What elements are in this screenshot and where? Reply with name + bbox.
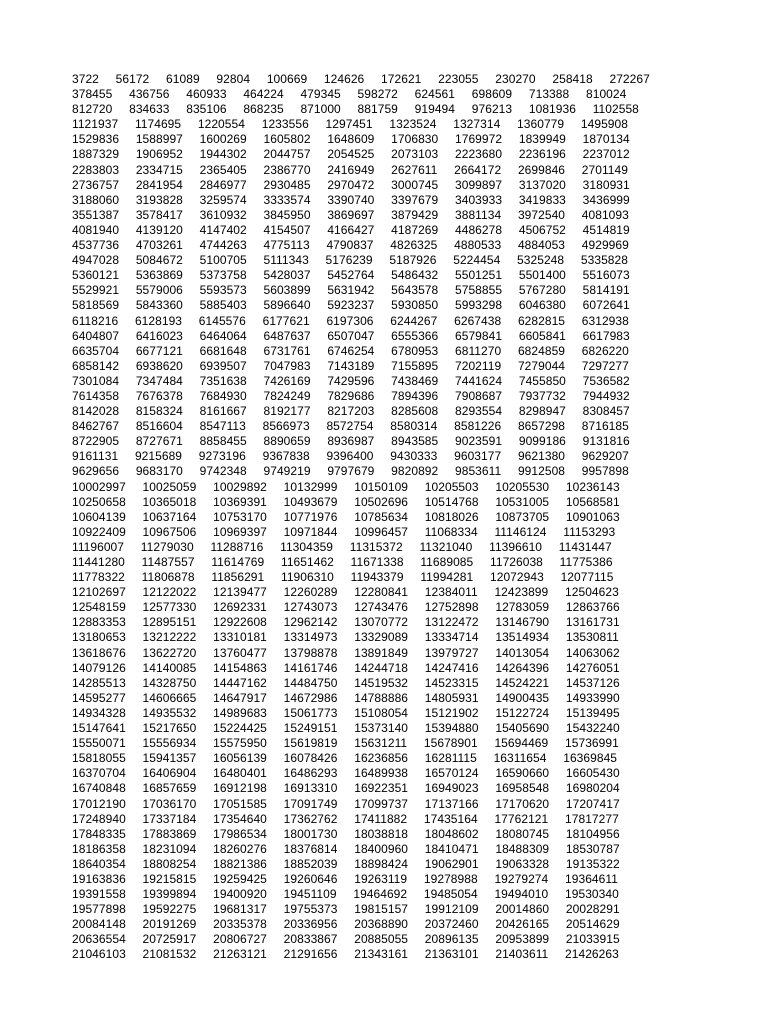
number-row: 16740848 16857659 16912198 16913310 16922351 16949023 16958548 16980204 [72,781,620,796]
number-row: 11441280 11487557 11614769 11651462 11671338 11689085 11726038 11775386 [72,555,613,569]
number-row: 812720 834633 835106 868235 871000 881759 919494 976213 1081936 1102558 [72,102,639,117]
number-row: 6635704 6677121 6681648 6731761 6746254 6780953 6811270 6824859 6826220 [72,343,629,358]
number-row: 3551387 3578417 3610932 3845950 3869697 3879429 3881134 3972540 4081093 [72,207,629,222]
number-row: 6858142 6938620 6939507 7047983 7143189 7155895 7202119 7279044 7297277 [72,358,629,373]
number-row: 1121937 1174695 1220554 1233556 1297451 1323524 1327314 1360779 1495908 [72,117,628,132]
number-row: 10604139 10637164 10753170 10771976 10785634 10818026 10873705 10901063 [72,509,620,524]
number-row: 14285513 14328750 14447162 14484750 14519532 14523315 14524221 14537126 [72,675,620,690]
number-row: 13180653 13212222 13310181 13314973 13329089 13334714 13514934 13530811 [72,630,619,645]
number-row: 12883353 12895151 12922608 12962142 13070772 13122472 13146790 13161731 [72,615,620,630]
number-row: 7301084 7347484 7351638 7426169 7429596 7438469 7441624 7455850 7536582 [72,373,630,388]
number-row: 12548159 12577330 12692331 12743073 12743476 12752898 12783059 12863766 [72,600,620,615]
number-row: 18186358 18231094 18260276 18376814 18400960 18410471 18488309 18530787 [72,841,620,856]
number-row: 8722905 8727671 8858455 8890659 8936987 8943585 9023591 9099186 9131816 [72,434,630,449]
number-row: 17848335 17883869 17986534 18001730 18038818 18048602 18080745 18104956 [72,826,620,841]
number-row: 378455 436756 460933 464224 479345 598272 624561 698609 713388 810024 [72,87,627,102]
number-row: 8462767 8516604 8547113 8566973 8572754 8580314 8581226 8657298 8716185 [72,419,629,434]
number-row: 14079126 14140085 14154863 14161746 14244718 14247416 14264396 14276051 [72,660,620,675]
number-row: 3722 56172 61089 92804 100669 124626 172621 223055 230270 258418 272267 [72,72,650,86]
number-row: 10922409 10967506 10969397 10971844 10996457 11068334 11146124 11153293 [72,524,616,539]
number-row: 20636554 20725917 20806727 20833867 20885055 20896135 20953899 21033915 [72,932,620,947]
number-row: 8142028 8158324 8161667 8192177 8217203 8285608 8293554 8298947 8308457 [72,404,630,419]
number-row: 15818055 15941357 16056139 16078426 16236856 16281115 16311654 16369845 [72,751,618,766]
number-row: 4537736 4703261 4744263 4775113 4790837 4826325 4880533 4884053 4929969 [72,238,629,253]
number-row: 14934328 14935532 14989683 15061773 15108054 15121902 15122724 15139495 [72,705,620,720]
number-row: 21046103 21081532 21263121 21291656 21343161 21363101 21403611 21426263 [72,947,619,962]
number-row: 2283803 2334715 2365405 2386770 2416949 2627611 2664172 2699846 2701149 [72,162,628,177]
number-row: 7614358 7676378 7684930 7824249 7829686 7894396 7908687 7937732 7944932 [72,388,630,403]
number-row: 19163836 19215815 19259425 19260646 19263119 19278988 19279274 19364611 [72,871,618,886]
number-row: 15147641 15217650 15224425 15249151 15373140 15394880 15405690 15432240 [72,721,620,736]
number-row: 5529921 5579006 5593573 5603899 5631942 5643578 5758855 5767280 5814191 [72,283,630,298]
number-row: 10002997 10025059 10029892 10132999 10150109 10205503 10205530 10236143 [72,479,620,494]
number-row: 14595277 14606665 14647917 14672986 14788886 14805931 14900435 14933990 [72,690,620,705]
number-row: 11778322 11806878 11856291 11906310 11943379 11994281 12072943 12077115 [72,570,614,585]
number-row: 15550071 15556934 15575950 15619819 15631211 15678901 15694469 15736991 [72,736,619,751]
number-row: 1887329 1906952 1944302 2044757 2054525 2073103 2223680 2236196 2237012 [72,147,630,162]
number-row: 6118216 6128193 6145576 6177621 6197306 6244267 6267438 6282815 6312938 [72,313,629,328]
number-row: 19391558 19399894 19400920 19451109 19464692 19485054 19494010 19530340 [72,887,619,902]
number-row: 12102697 12122022 12139477 12260289 12280841 12384011 12423899 12504623 [72,585,619,600]
number-row: 1529836 1588997 1600269 1605802 1648609 1706830 1769972 1839949 1870134 [72,132,630,147]
number-row: 17012190 17036170 17051585 17091749 17099737 17137166 17170620 17207417 [72,796,620,811]
number-row: 5818569 5843360 5885403 5896640 5923237 5930850 5993298 6046380 6072641 [72,298,630,313]
number-row: 5360121 5363869 5373758 5428037 5452764 5486432 5501251 5501400 5516073 [72,268,630,283]
number-row: 4081940 4139120 4147402 4154507 4166427 4187269 4486278 4506752 4514819 [72,222,630,237]
number-row: 4947028 5084672 5100705 5111343 5176239 5187926 5224454 5325248 5335828 [72,253,628,268]
number-row: 18640354 18808254 18821386 18852039 18898424 19062901 19063328 19135322 [72,856,620,871]
number-row: 6404807 6416023 6464064 6487637 6507047 6555366 6579841 6605841 6617983 [72,328,630,343]
number-row: 2736757 2841954 2846977 2930485 2970472 3000745 3099897 3137020 3180931 [72,177,630,192]
number-listing [72,72,712,963]
number-row: 16370704 16406904 16480401 16486293 16489938 16570124 16590660 16605430 [72,766,620,781]
number-row: 19577898 19592275 19681317 19755373 19815157 19912109 20014860 20028291 [72,902,620,917]
number-row: 20084148 20191269 20335378 20336956 20368890 20372460 20426165 20514629 [72,917,620,932]
number-row: 9161131 9215689 9273196 9367838 9396400 9430333 9603177 9621380 9629207 [72,449,629,464]
number-row: 13618676 13622720 13760477 13798878 13891849 13979727 14013054 14063062 [72,645,620,660]
number-row: 10250658 10365018 10369391 10493679 10502696 10514768 10531005 10568581 [72,494,620,509]
number-row: 11196007 11279030 11288716 11304359 11315372 11321040 11396610 11431447 [72,539,612,554]
number-row: 17248940 17337184 17354640 17362762 17411882 17435164 17762121 17817277 [72,811,619,826]
number-row: 9629656 9683170 9742348 9749219 9797679 9820892 9853611 9912508 9957898 [72,464,629,479]
number-row: 3188060 3193828 3259574 3333574 3390740 3397679 3403933 3419833 3436999 [72,192,630,207]
